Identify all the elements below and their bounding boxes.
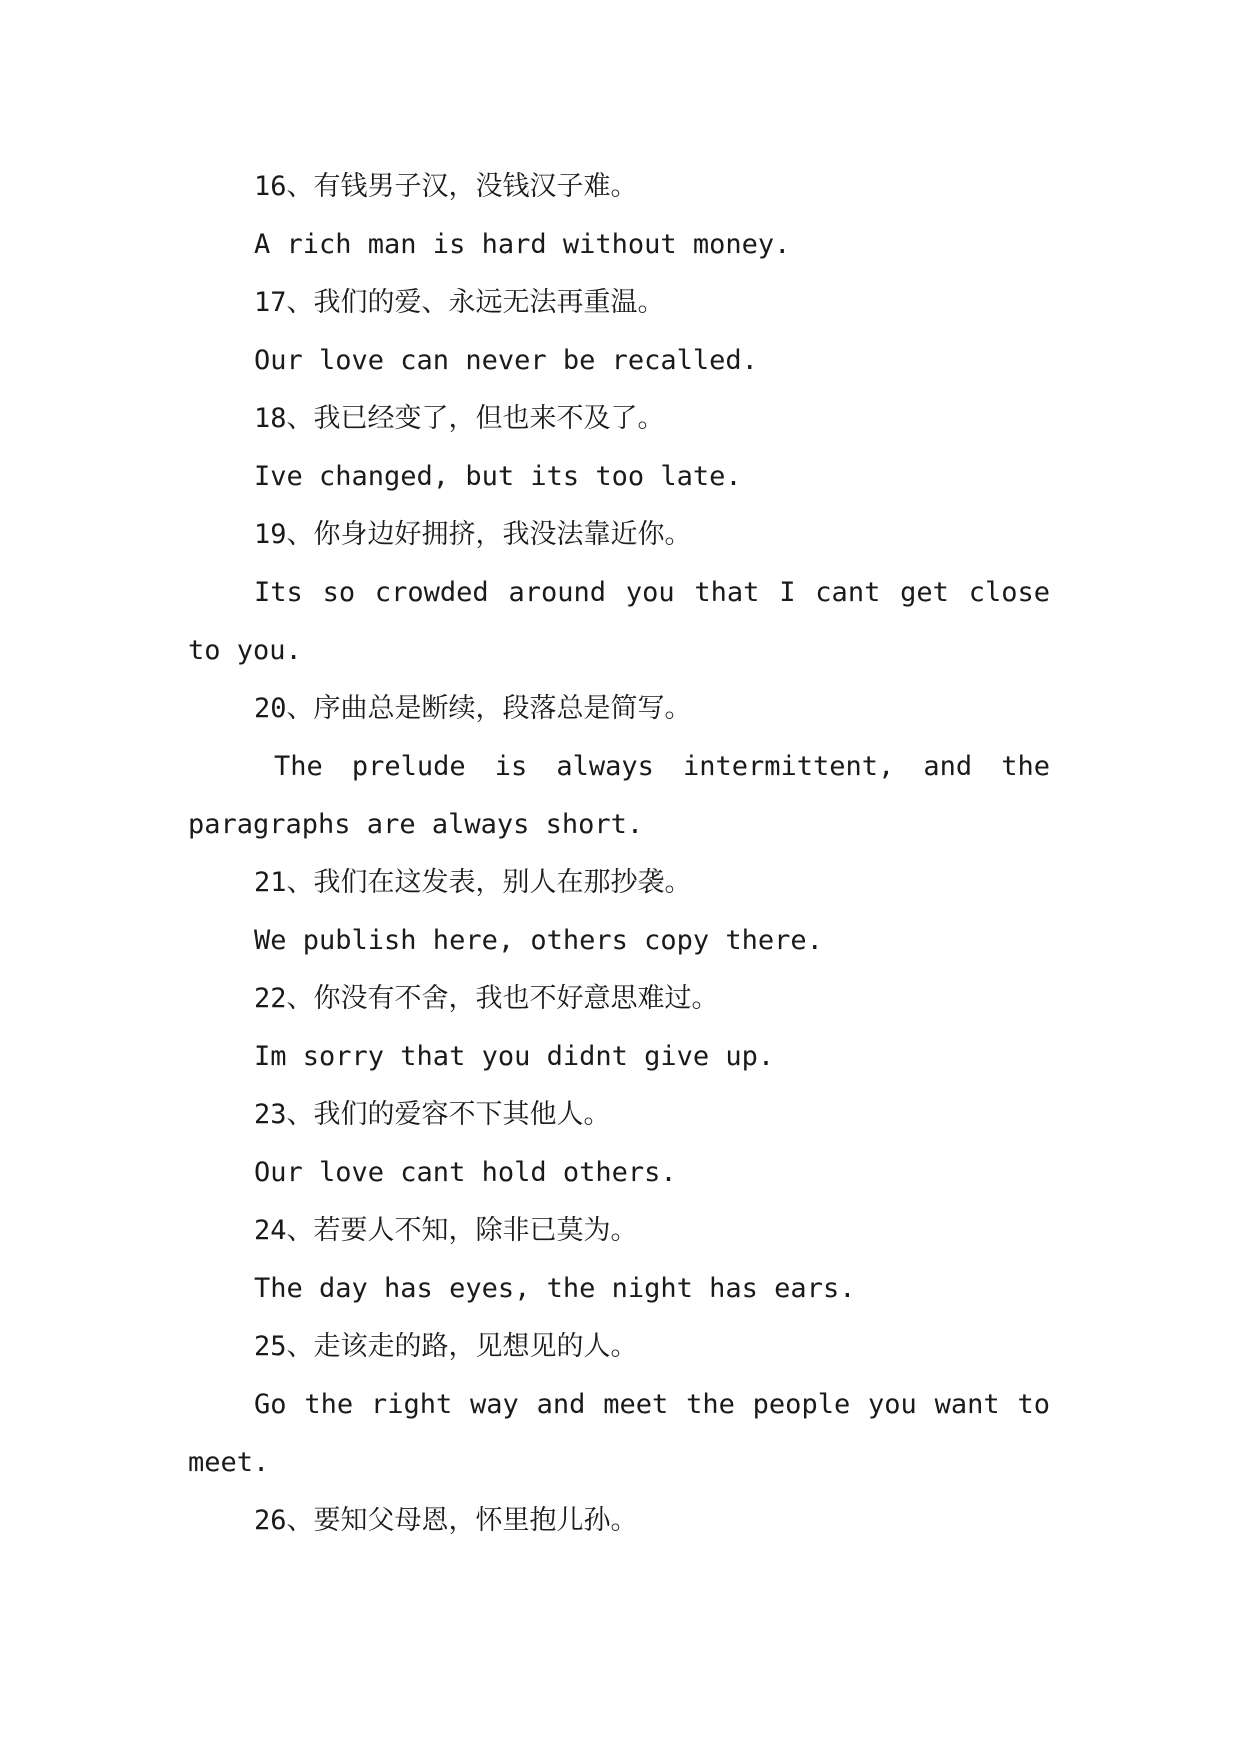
- quote-24-chinese: 24、若要人不知，除非已莫为。: [254, 1215, 638, 1246]
- quote-19-english: Its so crowded around you that I cant get close to you.: [188, 577, 1050, 666]
- quote-17-chinese: 17、我们的爱、永远无法再重温。: [254, 287, 665, 318]
- quote-20-english: The prelude is always intermittent, and the paragraphs are always short.: [188, 751, 1050, 840]
- quote-21-english: We publish here, others copy there.: [254, 925, 823, 956]
- quote-16-chinese: 16、有钱男子汉，没钱汉子难。: [254, 171, 638, 202]
- quote-22-chinese: 22、你没有不舍，我也不好意思难过。: [254, 983, 719, 1014]
- quote-23-chinese: 23、我们的爱容不下其他人。: [254, 1099, 611, 1130]
- quote-16-english: A rich man is hard without money.: [254, 229, 791, 260]
- quote-18-english: Ive changed, but its too late.: [254, 461, 742, 492]
- quote-18-chinese: 18、我已经变了，但也来不及了。: [254, 403, 665, 434]
- quote-25-chinese: 25、走该走的路，见想见的人。: [254, 1331, 638, 1362]
- document-body: [188, 158, 1050, 1550]
- quote-23-english: Our love cant hold others.: [254, 1157, 677, 1188]
- quote-24-english: The day has eyes, the night has ears.: [254, 1273, 856, 1304]
- quote-19-chinese: 19、你身边好拥挤，我没法靠近你。: [254, 519, 692, 550]
- quote-22-english: Im sorry that you didnt give up.: [254, 1041, 775, 1072]
- quote-20-chinese: 20、序曲总是断续，段落总是简写。: [254, 693, 692, 724]
- quote-26-chinese: 26、要知父母恩，怀里抱儿孙。: [254, 1505, 638, 1536]
- quote-25-english: Go the right way and meet the people you want to meet.: [188, 1389, 1050, 1478]
- quote-17-english: Our love can never be recalled.: [254, 345, 758, 376]
- quote-21-chinese: 21、我们在这发表，别人在那抄袭。: [254, 867, 692, 898]
